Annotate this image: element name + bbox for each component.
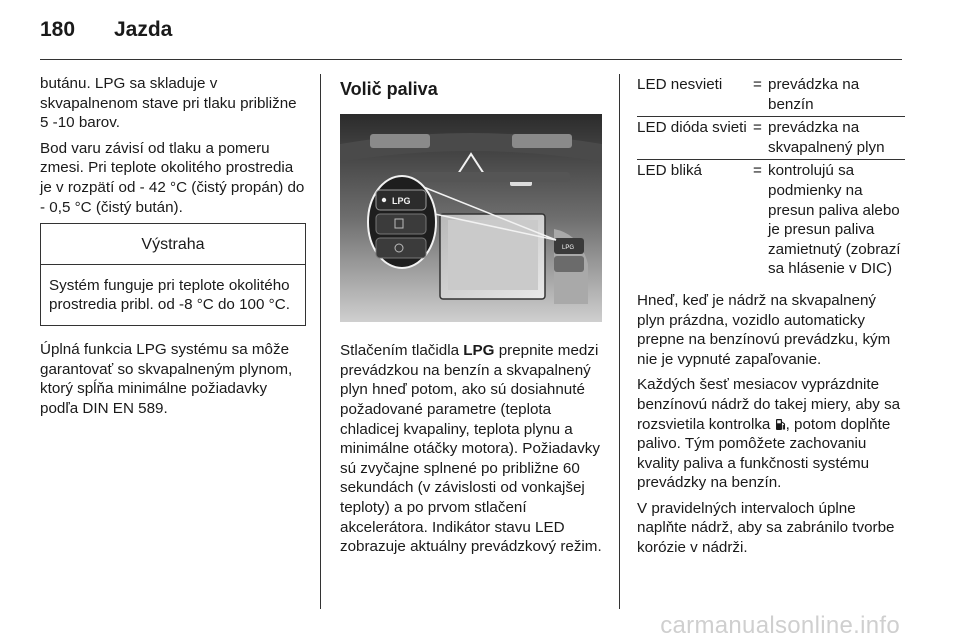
paragraph: , potom doplňte palivo. Tým pomôžete zachovaniu kvality paliva a funkčnosti systému prevádzky na benzín. <box>637 415 891 492</box>
led-term: LED bliká <box>637 162 702 180</box>
paragraph: Úplná funkcia LPG systému sa môže garantovať so skvapalneným plynom, ktorý spĺňa minimálne požiadavky podľa DIN EN 589. <box>40 340 293 417</box>
watermark: carmanualsonline.info <box>660 612 900 639</box>
led-definition: prevádzka na skvapalnený plyn <box>768 119 885 156</box>
table-row <box>637 160 905 281</box>
lpg-label-small: LPG <box>562 244 575 251</box>
page-title: Jazda <box>114 18 173 41</box>
fuel-pump-icon <box>775 418 786 431</box>
equals-sign: = <box>753 119 762 137</box>
column-2 <box>340 74 604 563</box>
column-divider <box>320 74 321 609</box>
paragraph: V pravidelných intervaloch úplne naplňte nádrž, aby sa zabránilo tvorbe korózie v nádrži. <box>637 499 895 557</box>
table-row <box>637 74 905 117</box>
lpg-button-label: LPG <box>392 195 411 206</box>
lpg-keyword: LPG <box>463 342 495 360</box>
paragraph: Každých šesť mesiacov vyprázdnite benzínovú nádrž do takej miery, aby sa rozsvietila kontrolka <box>637 376 901 433</box>
column-divider <box>619 74 620 609</box>
paragraph: butánu. LPG sa skladuje v skvapalnenom stave pri tlaku približne 5 -10 barov. <box>40 75 297 132</box>
section-title: Volič paliva <box>340 79 438 99</box>
column-1 <box>40 74 306 424</box>
dashboard-figure <box>340 114 602 322</box>
page-header <box>40 18 920 48</box>
led-term: LED nesvieti <box>637 76 723 93</box>
led-term: LED dióda svieti <box>637 119 747 137</box>
header-rule <box>40 59 902 60</box>
warning-box <box>40 223 306 326</box>
led-definition: kontrolujú sa podmienky na presun paliva alebo je presun paliva zamietnutý (zobrazí sa hlásenie v DIC) <box>768 162 901 278</box>
paragraph: Stlačením tlačidla <box>340 342 464 360</box>
warning-body: Systém funguje pri teplote okolitého prostredia pribl. od -8 °C do 100 °C. <box>49 276 290 314</box>
paragraph: prepnite medzi prevádzkou na benzín a skvapalnený plyn hneď potom, ako sú dosiahnuté požadované parametre (teplota chladicej kvapaliny, teplota plynu a minimálne otáčky motora). Požiadavky sú zvyčajne splnené po približne 60 sekundách (v závislosti od vonkajšej teploty) a po prvom stlačení akcelerátora. Indikátor stavu LED zobrazuje aktuálny prevádzkový režim. <box>340 342 602 556</box>
led-definition: prevádzka na benzín <box>768 76 860 113</box>
paragraph: Bod varu závisí od tlaku a pomeru zmesi. Pri teplote okolitého prostredia je v rozpätí od - 42 °C (čistý propán) do - 0,5 °C (čistý bután). <box>40 139 305 216</box>
column-3 <box>637 74 905 564</box>
warning-title: Výstraha <box>41 224 305 265</box>
equals-sign: = <box>753 162 762 180</box>
equals-sign: = <box>753 76 762 93</box>
paragraph: Hneď, keď je nádrž na skvapalnený plyn prázdna, vozidlo automaticky prepne na benzínovú prevádzku, kým nie je vypnuté zapaľovanie. <box>637 291 891 368</box>
led-status-table <box>637 74 905 281</box>
table-row <box>637 117 905 160</box>
page-number: 180 <box>40 18 76 41</box>
